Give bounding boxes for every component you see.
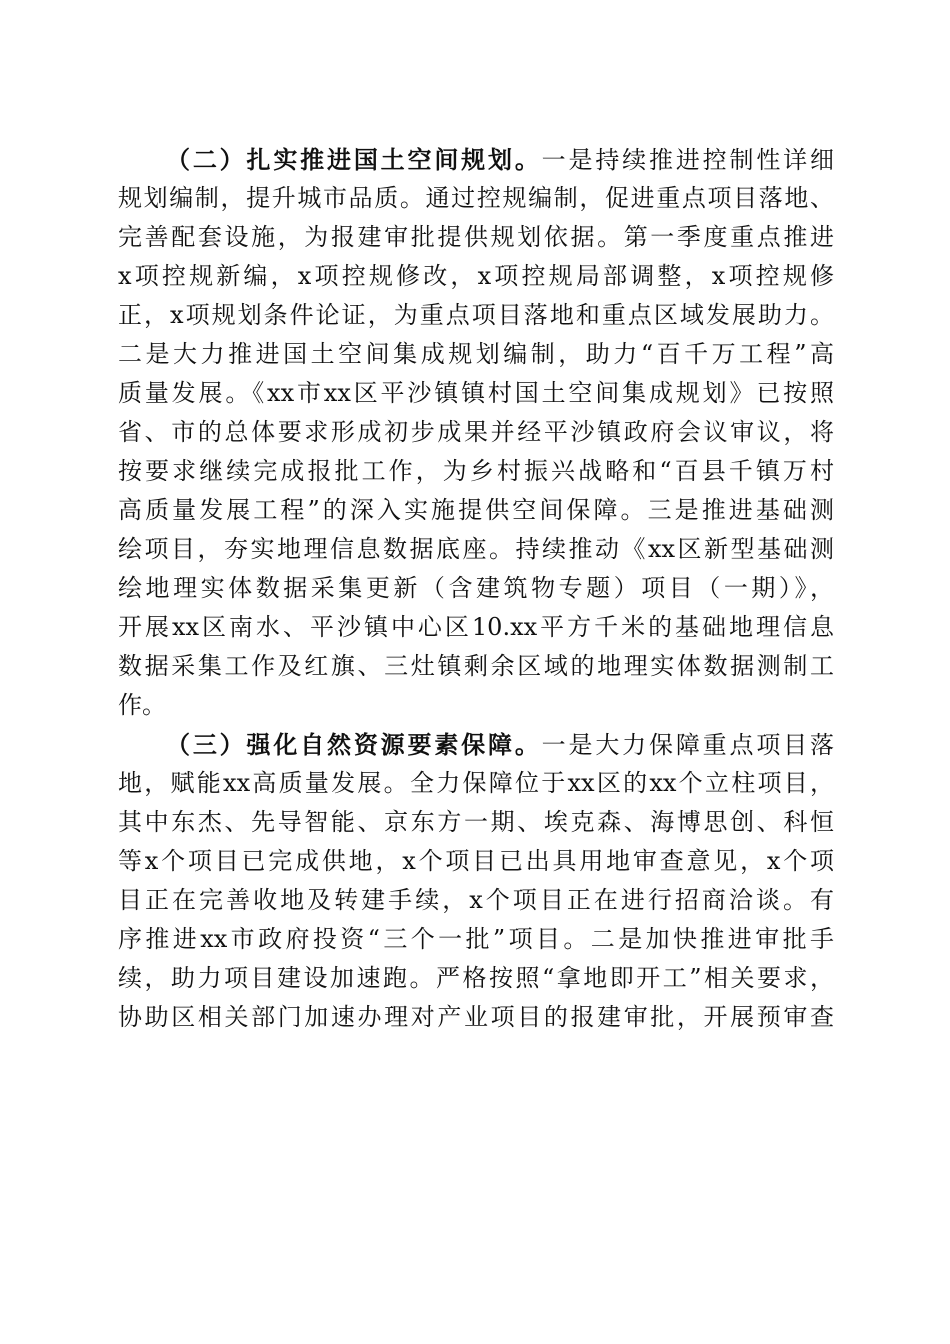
paragraph-resources — [118, 725, 834, 1037]
paragraph-line: x项控规新编，x项控规修改，x项控规局部调整，x项控规修 — [118, 262, 834, 290]
paragraph-line: 高质量发展工程”的深入实施提供空间保障。三是推进基础测 — [118, 496, 834, 524]
paragraph-line: 开展xx区南水、平沙镇中心区10.xx平方千米的基础地理信息 — [118, 613, 834, 641]
paragraph-line: 地，赋能xx高质量发展。全力保障位于xx区的xx个立柱项目， — [118, 769, 834, 797]
paragraph-line: 绘地理实体数据采集更新（含建筑物专题）项目（一期）》， — [118, 574, 834, 602]
paragraph-line: 规划编制，提升城市品质。通过控规编制，促进重点项目落地、 — [118, 184, 834, 212]
paragraph-line: 绘项目，夯实地理信息数据底座。持续推动《xx区新型基础测 — [118, 535, 834, 563]
paragraph-line: 省、市的总体要求形成初步成果并经平沙镇政府会议审议，将 — [118, 418, 834, 446]
paragraph-line: 质量发展。《xx市xx区平沙镇镇村国土空间集成规划》已按照 — [118, 379, 834, 407]
paragraph-planning — [118, 140, 834, 725]
paragraph-line: 序推进xx市政府投资“三个一批”项目。二是加快推进审批手 — [118, 925, 834, 953]
document-page — [118, 140, 834, 1037]
paragraph-line: 目正在完善收地及转建手续，x个项目正在进行招商洽谈。有 — [118, 886, 834, 914]
paragraph-line: 正，x项规划条件论证，为重点项目落地和重点区域发展助力。 — [118, 301, 834, 329]
paragraph-text: 一是持续推进控制性详细 — [541, 146, 835, 174]
paragraph-line: 按要求继续完成报批工作，为乡村振兴战略和“百县千镇万村 — [118, 457, 834, 485]
paragraph-line: 二是大力推进国土空间集成规划编制，助力“百千万工程”高 — [118, 340, 834, 368]
paragraph-line: 续，助力项目建设加速跑。严格按照“拿地即开工”相关要求， — [118, 964, 834, 992]
section-heading: （二）扎实推进国土空间规划。 — [166, 145, 542, 174]
paragraph-line: 作。 — [118, 691, 166, 719]
section-heading: （三）强化自然资源要素保障。 — [166, 730, 542, 759]
paragraph-line: 完善配套设施，为报建审批提供规划依据。第一季度重点推进 — [118, 223, 834, 251]
paragraph-line: 数据采集工作及红旗、三灶镇剩余区域的地理实体数据测制工 — [118, 652, 834, 680]
paragraph-line: 其中东杰、先导智能、京东方一期、埃克森、海博思创、科恒 — [118, 808, 834, 836]
paragraph-line: 等x个项目已完成供地，x个项目已出具用地审查意见，x个项 — [118, 847, 834, 875]
paragraph-line: 协助区相关部门加速办理对产业项目的报建审批，开展预审查 — [118, 1003, 834, 1031]
paragraph-line — [118, 140, 834, 179]
paragraph-line — [118, 725, 834, 764]
paragraph-text: 一是大力保障重点项目落 — [541, 731, 835, 759]
